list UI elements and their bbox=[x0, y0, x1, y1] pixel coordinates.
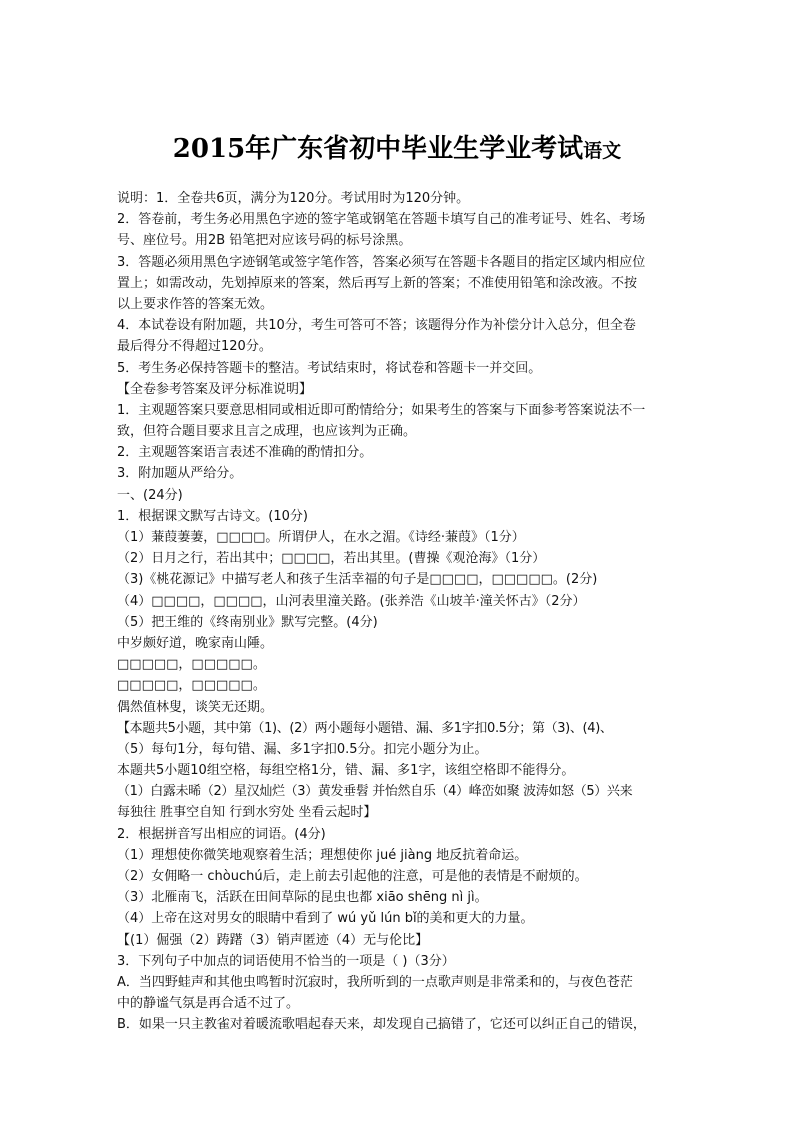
text-line: 【本题共5小题，其中第（1)、(2）两小题每小题错、漏、多1字扣0.5分；第（3)、(4)、 bbox=[117, 720, 613, 736]
text-line: 5．考生务必保持答题卡的整洁。考试结束时，将试卷和答题卡一并交回。 bbox=[117, 360, 542, 376]
text-line: （3）北雁南飞，活跃在田间草际的昆虫也都 xiāo shēng nì jì。 bbox=[117, 890, 488, 906]
text-line: （2）日月之行，若出其中；□□□□，若出其里。(曹操《观沧海》（1分） bbox=[117, 551, 546, 567]
text-line: □□□□□，□□□□□。 bbox=[117, 657, 266, 673]
text-line: 致，但符合题目要求且言之成理，也应该判为正确。 bbox=[117, 424, 417, 440]
text-line: 4．本试卷设有附加题，共10分，考生可答可不答；该题得分作为补偿分计入总分，但全卷 bbox=[117, 318, 636, 334]
text-line: 说明：1．全卷共6页，满分为120分。考试用时为120分钟。 bbox=[117, 191, 470, 206]
text-line: 本题共5小题10组空格，每组空格1分，错、漏、多1字，该组空格即不能得分。 bbox=[117, 763, 575, 779]
text-line: 置上；如需改动，先划掉原来的答案，然后再写上新的答案；不准使用铅笔和涂改液。不按 bbox=[117, 275, 638, 291]
title-main: 2015年广东省初中毕业生学业考试 bbox=[172, 134, 584, 164]
text-line: 3．下列句子中加点的词语使用不恰当的一项是（ )（3分） bbox=[117, 953, 455, 969]
title-subject: 语文 bbox=[583, 140, 622, 162]
text-line: 【全卷参考答案及评分标准说明】 bbox=[117, 381, 313, 397]
text-line: 每独往 胜事空自知 行到水穷处 坐看云起时】 bbox=[117, 805, 377, 821]
text-line: 以上要求作答的答案无效。 bbox=[117, 296, 274, 312]
text-line: （5）把王维的《终南别业》默写完整。(4分) bbox=[117, 614, 378, 630]
text-line: （4）□□□□，□□□□，山河表里潼关路。(张养浩《山坡羊·潼关怀古》（2分） bbox=[117, 593, 586, 609]
text-line: 1．根据课文默写古诗文。(10分) bbox=[117, 508, 308, 524]
text-line: （1）理想使你微笑地观察着生活；理想使你 jué jiàng 地反抗着命运。 bbox=[117, 847, 528, 863]
text-line: 3．附加题从严给分。 bbox=[117, 466, 243, 482]
text-line: 中的静谧气氛是再合适不过了。 bbox=[117, 996, 300, 1012]
text-line: 【(1）倔强（2）踌躇（3）销声匿迹（4）无与伦比】 bbox=[117, 932, 429, 948]
text-line: 2．根据拼音写出相应的词语。(4分) bbox=[117, 826, 326, 842]
text-line: 最后得分不得超过120分。 bbox=[117, 339, 272, 355]
text-line: B．如果一只主教雀对着暖流歌唱起春天来，却发现自己搞错了，它还可以纠正自己的错误， bbox=[117, 1017, 646, 1033]
text-line: 中岁颇好道，晚家南山陲。 bbox=[117, 635, 274, 651]
text-line: 2．答卷前，考生务必用黑色字迹的签字笔或钢笔在答题卡填写自己的准考证号、姓名、考场 bbox=[117, 212, 646, 228]
text-line: （1）白露未晞（2）星汉灿烂（3）黄发垂髫 并怡然自乐（4）峰峦如聚 波涛如怒（5）兴来 bbox=[117, 784, 633, 800]
text-line: （2）女佣略一 chòuchú后，走上前去引起他的注意，可是他的表情是不耐烦的。 bbox=[117, 869, 588, 884]
text-line: （4）上帝在这对男女的眼睛中看到了 wú yǔ lún bǐ的美和更大的力量。 bbox=[117, 911, 534, 927]
text-line: （5）每句1分，每句错、漏、多1字扣0.5分。扣完小题分为止。 bbox=[117, 741, 488, 757]
text-line: 一、(24分) bbox=[117, 487, 183, 503]
page-title bbox=[0, 128, 794, 165]
text-line: 号、座位号。用2B 铅笔把对应该号码的标号涂黑。 bbox=[117, 233, 412, 249]
document-body bbox=[117, 188, 689, 1036]
text-line: 偶然值林叟，谈笑无还期。 bbox=[117, 699, 274, 715]
text-line: 1．主观题答案只要意思相同或相近即可酌情给分；如果考生的答案与下面参考答案说法不一 bbox=[117, 402, 646, 418]
text-line: A．当四野蛙声和其他虫鸣暂时沉寂时，我所听到的一点歌声则是非常柔和的，与夜色苍茫 bbox=[117, 974, 633, 990]
text-line: （1）蒹葭萋萋，□□□□。所谓伊人，在水之湄。《诗经·蒹葭》（1分） bbox=[117, 530, 525, 545]
text-line: 2．主观题答案语言表述不准确的酌情扣分。 bbox=[117, 445, 373, 461]
text-line: □□□□□，□□□□□。 bbox=[117, 678, 266, 694]
text-line: （3)《桃花源记》中描写老人和孩子生活幸福的句子是□□□□，□□□□□。(2分) bbox=[117, 572, 598, 588]
text-line: 3．答题必须用黑色字迹钢笔或签字笔作答，答案必须写在答题卡各题目的指定区域内相应位 bbox=[117, 254, 646, 270]
